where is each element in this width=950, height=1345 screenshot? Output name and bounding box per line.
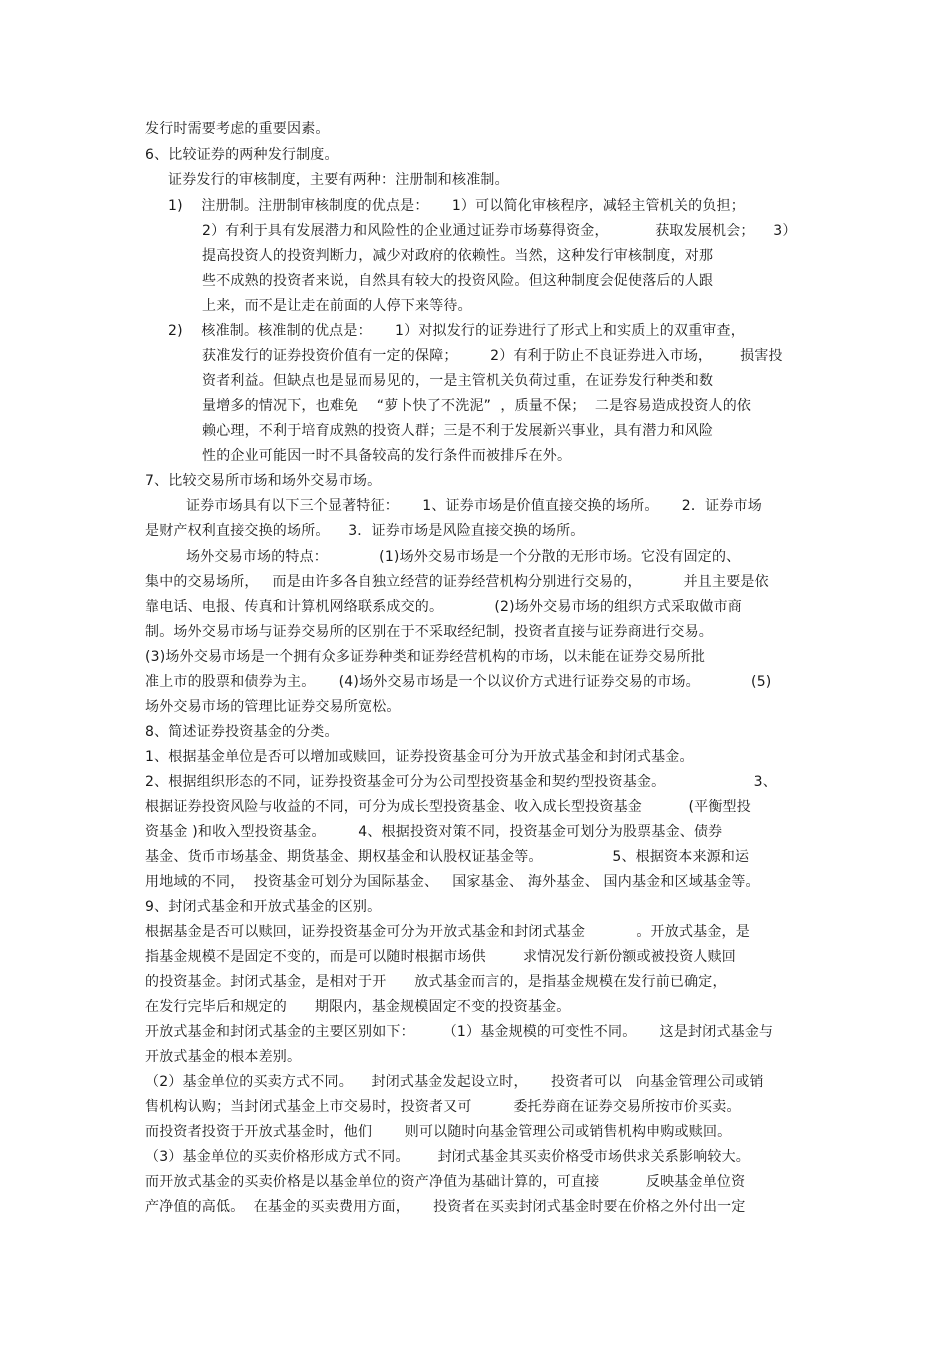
text-line: 而投资者投资于开放式基金时，他们 则可以随时向基金管理公司或销售机构申购或赎回。 xyxy=(145,1124,732,1140)
text-line: 获准发行的证券投资价值有一定的保障； 2）有利于防止不良证券进入市场， 损害投 xyxy=(202,348,783,364)
text-line: 根据证券投资风险与收益的不同，可分为成长型投资基金、收入成长型投资基金 (平衡型投 xyxy=(145,799,751,815)
text-line: 上来，而不是让走在前面的人停下来等待。 xyxy=(202,298,472,314)
text-line: 证券市场具有以下三个显著特征： 1、证券市场是价值直接交换的场所。 2．证券市场 xyxy=(186,498,762,514)
text-line: 基金、货币市场基金、期货基金、期权基金和认股权证基金等。 5、根据资本来源和运 xyxy=(145,849,750,865)
text-line: 在发行完毕后和规定的 期限内，基金规模固定不变的投资基金。 xyxy=(145,999,571,1015)
text-line: 2、根据组织形态的不同，证券投资基金可分为公司型投资基金和契约型投资基金。 3、 xyxy=(145,774,777,790)
list-item-1: 1) 注册制。注册制审核制度的优点是： 1）可以简化审核程序，减轻主管机关的负担； xyxy=(168,198,745,214)
text-line: 是财产权利直接交换的场所。 3．证券市场是风险直接交换的场所。 xyxy=(145,523,585,539)
text-line: 量增多的情况下，也难免 “萝卜快了不洗泥” ，质量不保； 二是容易造成投资人的依 xyxy=(202,398,752,414)
text-line: 用地域的不同， 投资基金可划分为国际基金、 国家基金、 海外基金、 国内基金和区域基金等。 xyxy=(145,874,760,890)
list-item-2: 2) 核准制。核准制的优点是： 1）对拟发行的证券进行了形式上和实质上的双重审查， xyxy=(168,323,745,339)
text-line: 产净值的高低。 在基金的买卖费用方面， 投资者在买卖封闭式基金时要在价格之外付出一定 xyxy=(145,1199,746,1215)
text-line: 性的企业可能因一时不具备较高的发行条件而被排斥在外。 xyxy=(202,448,572,464)
text-line: (3)场外交易市场是一个拥有众多证券种类和证券经营机构的市场，以未能在证券交易所批 xyxy=(145,649,706,665)
text-line: 2）有利于具有发展潜力和风险性的企业通过证券市场募得资金， 获取发展机会； 3） xyxy=(202,223,797,239)
text-line: 售机构认购；当封闭式基金上市交易时，投资者又可 委托券商在证券交易所按市价买卖。 xyxy=(145,1099,741,1115)
text-line: 些不成熟的投资者来说，自然具有较大的投资风险。但这种制度会促使落后的人跟 xyxy=(202,273,714,289)
text-line: 而开放式基金的买卖价格是以基金单位的资产净值为基础计算的，可直接 反映基金单位资 xyxy=(145,1174,746,1190)
text-line: 准上市的股票和债券为主。 (4)场外交易市场是一个以议价方式进行证券交易的市场。 (5) xyxy=(145,674,772,690)
text-line: 场外交易市场的特点： (1)场外交易市场是一个分散的无形市场。它没有固定的、 xyxy=(186,549,741,565)
text-line: 资基金 )和收入型投资基金。 4、根据投资对策不同，投资基金可划分为股票基金、债券 xyxy=(145,824,723,840)
section-heading-8: 8、简述证券投资基金的分类。 xyxy=(145,724,339,740)
text-line: 集中的交易场所， 而是由许多各自独立经营的证券经营机构分别进行交易的， 并且主要是依 xyxy=(145,574,769,590)
text-line: 指基金规模不是固定不变的，而是可以随时根据市场供 求情况发行新份额或被投资人赎回 xyxy=(145,949,736,965)
section-heading-6: 6、比较证券的两种发行制度。 xyxy=(145,147,339,163)
text-line: （3）基金单位的买卖价格形成方式不同。 封闭式基金其买卖价格受市场供求关系影响较大。 xyxy=(145,1149,751,1165)
text-line: （2）基金单位的买卖方式不同。 封闭式基金发起设立时， 投资者可以 向基金管理公司或销 xyxy=(145,1074,764,1090)
text-line: 制。场外交易市场与证券交易所的区别在于不采取经纪制，投资者直接与证券商进行交易。 xyxy=(145,624,713,640)
section-heading-7: 7、比较交易所市场和场外交易市场。 xyxy=(145,473,382,489)
text-line: 靠电话、电报、传真和计算机网络联系成交的。 (2)场外交易市场的组织方式采取做市商 xyxy=(145,599,742,615)
text-line: 的投资基金。封闭式基金，是相对于开 放式基金而言的，是指基金规模在发行前已确定， xyxy=(145,974,727,990)
text-line: 开放式基金的根本差别。 xyxy=(145,1049,302,1065)
text-line: 场外交易市场的管理比证券交易所宽松。 xyxy=(145,699,401,715)
text-line: 1、根据基金单位是否可以增加或赎回，证券投资基金可分为开放式基金和封闭式基金。 xyxy=(145,749,694,765)
section-heading-9: 9、封闭式基金和开放式基金的区别。 xyxy=(145,899,382,915)
text-line: 资者利益。但缺点也是显而易见的，一是主管机关负荷过重，在证券发行种类和数 xyxy=(202,373,714,389)
text-line: 赖心理，不利于培育成熟的投资人群；三是不利于发展新兴事业，具有潜力和风险 xyxy=(202,423,714,439)
text-line: 提高投资人的投资判断力，减少对政府的依赖性。当然，这种发行审核制度，对那 xyxy=(202,248,714,264)
text-line: 证券发行的审核制度，主要有两种：注册制和核准制。 xyxy=(168,172,509,188)
text-line: 根据基金是否可以赎回，证券投资基金可分为开放式基金和封闭式基金 。开放式基金，是 xyxy=(145,924,750,940)
text-line: 发行时需要考虑的重要因素。 xyxy=(145,121,330,137)
text-line: 开放式基金和封闭式基金的主要区别如下： （1）基金规模的可变性不同。 这是封闭式基金与 xyxy=(145,1024,774,1040)
